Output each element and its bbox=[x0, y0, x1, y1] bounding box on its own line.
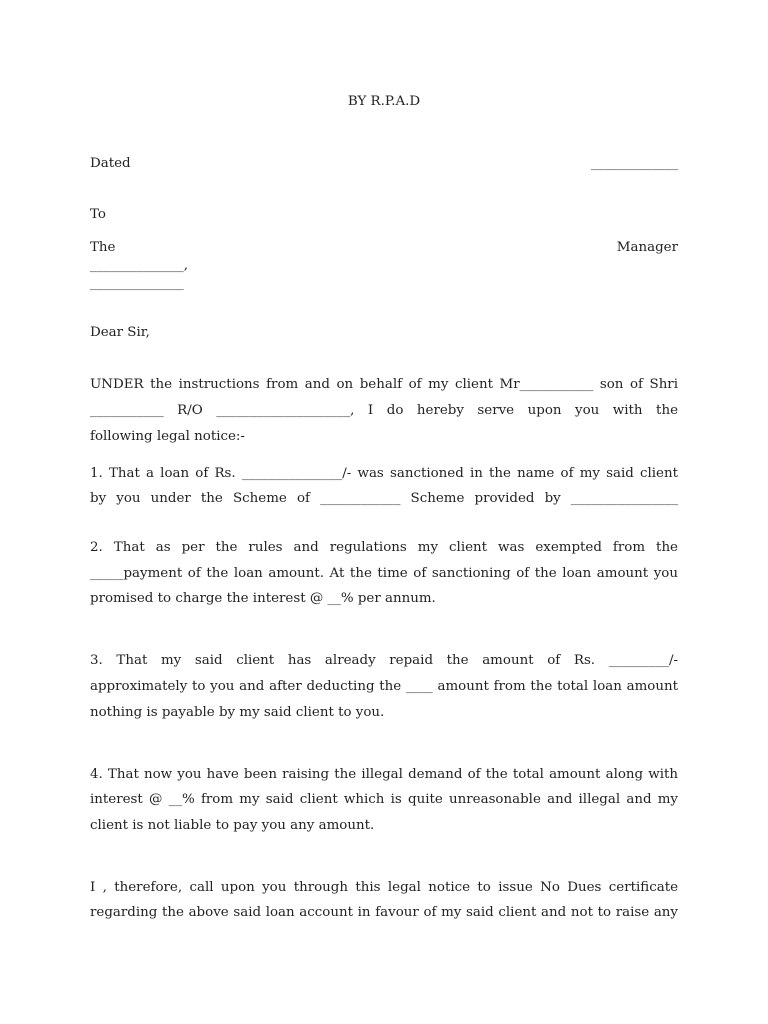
intro-line-3: following legal notice:- bbox=[90, 429, 245, 444]
document-title: BY R.P.A.D bbox=[347, 94, 421, 109]
para4-line-3: client is not liable to pay you any amount. bbox=[90, 818, 375, 833]
para3-line-3: nothing is payable by my said client to you. bbox=[90, 705, 385, 720]
para2-line-1: 2. That as per the rules and regulations my client was exempted from the bbox=[90, 540, 678, 555]
recipient-title: Manager bbox=[616, 240, 678, 255]
to-label: To bbox=[90, 207, 106, 222]
recipient-the: The bbox=[90, 240, 116, 255]
closing-line-1: I , therefore, call upon you through this legal notice to issue No Dues certificate bbox=[90, 880, 678, 895]
para1-line-2: by you under the Scheme of ____________ Scheme provided by ________________ bbox=[90, 491, 678, 506]
para2-line-2: _____payment of the loan amount. At the time of sanctioning of the loan amount you bbox=[90, 566, 678, 581]
dated-row bbox=[90, 156, 678, 172]
salutation: Dear Sir, bbox=[90, 325, 150, 340]
para3-line-1: 3. That my said client has already repaid the amount of Rs. _________/- bbox=[90, 653, 678, 668]
para1-line-1: 1. That a loan of Rs. _______________/- was sanctioned in the name of my said client bbox=[90, 466, 678, 481]
address-line-1: ______________, bbox=[90, 258, 188, 273]
address-line-2: ______________ bbox=[90, 276, 184, 291]
para3-line-2: approximately to you and after deducting the ____ amount from the total loan amount bbox=[90, 679, 678, 694]
dated-label: Dated bbox=[90, 156, 131, 171]
closing-line-2: regarding the above said loan account in favour of my said client and not to raise any bbox=[90, 905, 678, 920]
intro-line-2: ___________ R/O ____________________, I do hereby serve upon you with the bbox=[90, 403, 678, 418]
legal-notice-page bbox=[90, 0, 678, 1024]
para2-line-3: promised to charge the interest @ __% per annum. bbox=[90, 591, 436, 606]
intro-line-1: UNDER the instructions from and on behalf of my client Mr___________ son of Shri bbox=[90, 377, 678, 392]
dated-value: _____________ bbox=[590, 156, 678, 171]
para4-line-1: 4. That now you have been raising the illegal demand of the total amount along with bbox=[90, 767, 678, 782]
recipient-row bbox=[90, 240, 678, 256]
para4-line-2: interest @ __% from my said client which is quite unreasonable and illegal and my bbox=[90, 792, 678, 807]
